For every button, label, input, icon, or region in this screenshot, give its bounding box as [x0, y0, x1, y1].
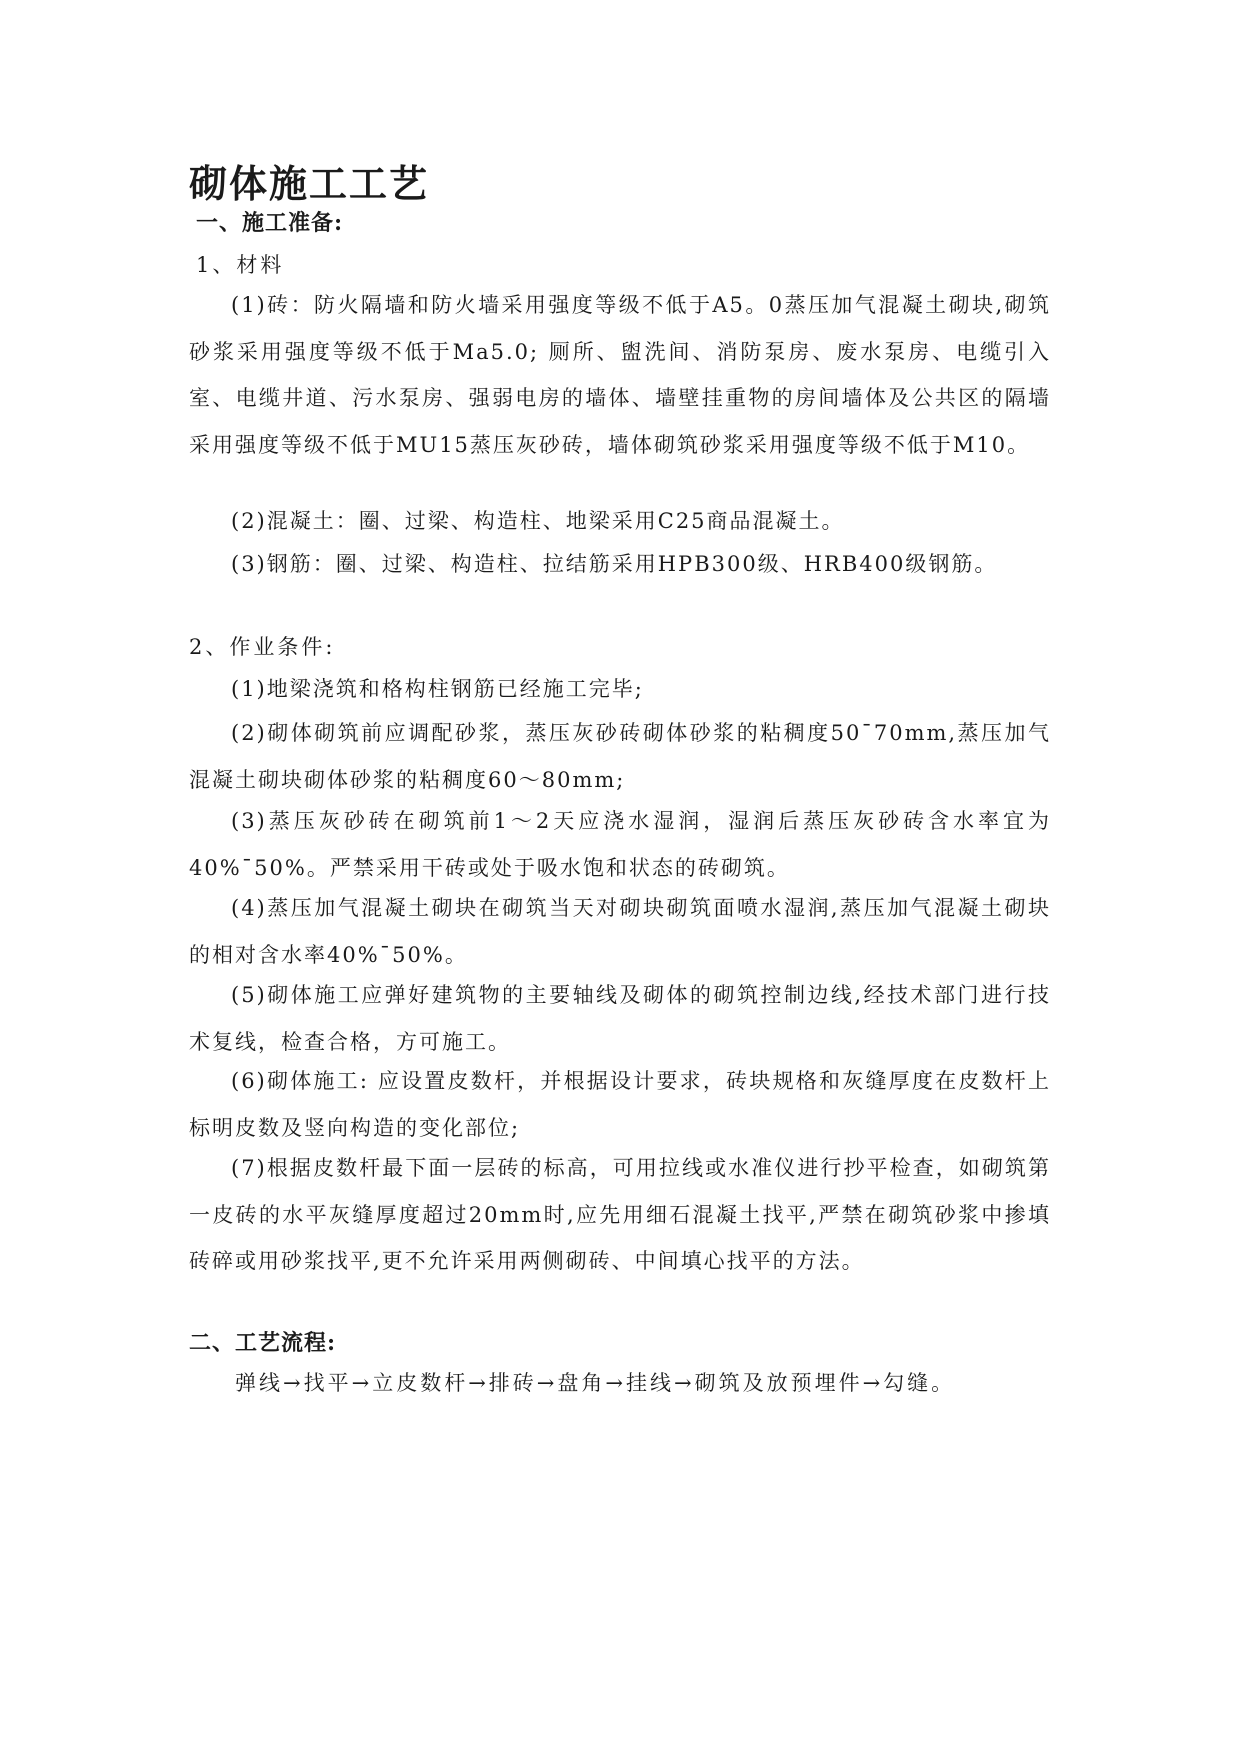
process-flow-text: 弹线→找平→立皮数杆→排砖→盘角→挂线→砌筑及放预埋件→勾缝。: [235, 1371, 956, 1395]
section-heading-process-flow: 二、工艺流程:: [189, 1330, 337, 1356]
paragraph-condition-4: (4)蒸压加气混凝土砌块在砌筑当天对砌块砌筑面喷水湿润,蒸压加气混凝土砌块的相对含水率40%¯50%。: [189, 896, 1051, 967]
subheading-materials: 1、材料: [196, 253, 285, 277]
document-title: 砌体施工工艺: [189, 161, 430, 206]
paragraph-condition-6: (6)砌体施工: 应设置皮数杆，并根据设计要求，砖块规格和灰缝厚度在皮数杆上标明皮数及竖向构造的变化部位;: [189, 1069, 1051, 1140]
paragraph-material-rebar: (3)钢筋：圈、过梁、构造柱、拉结筋采用HPB300级、HRB400级钢筋。: [231, 552, 998, 576]
paragraph-material-concrete: (2)混凝土：圈、过梁、构造柱、地梁采用C25商品混凝土。: [231, 509, 845, 533]
paragraph-condition-3: (3)蒸压灰砂砖在砌筑前1～2天应浇水湿润，湿润后蒸压灰砂砖含水率宜为40%¯50%。严禁采用干砖或处于吸水饱和状态的砖砌筑。: [189, 809, 1051, 880]
paragraph-condition-7: (7)根据皮数杆最下面一层砖的标高，可用拉线或水准仪进行抄平检查，如砌筑第一皮砖的水平灰缝厚度超过20mm时,应先用细石混凝土找平,严禁在砌筑砂浆中掺填砖碎或用砂浆找平,更不允许采用两侧砌砖、中间填心找平的方法。: [189, 1156, 1051, 1273]
paragraph-material-brick: (1)砖：防火隔墙和防火墙采用强度等级不低于A5。0蒸压加气混凝土砌块,砌筑砂浆采用强度等级不低于Ma5.0; 厕所、盥洗间、消防泵房、废水泵房、电缆引入室、电缆井道、污水泵房、强弱电房的墙体、墙壁挂重物的房间墙体及公共区的隔墙采用强度等级不低于MU15蒸压灰砂砖，墙体砌筑砂浆采用强度等级不低于M10。: [189, 293, 1051, 457]
paragraph-condition-5: (5)砌体施工应弹好建筑物的主要轴线及砌体的砌筑控制边线,经技术部门进行技术复线，检查合格，方可施工。: [189, 983, 1051, 1054]
paragraph-condition-1: (1)地梁浇筑和格构柱钢筋已经施工完毕;: [231, 677, 644, 701]
subheading-work-conditions: 2、作业条件:: [189, 635, 336, 659]
paragraph-condition-2: (2)砌体砌筑前应调配砂浆，蒸压灰砂砖砌体砂浆的粘稠度50¯70mm,蒸压加气混凝土砌块砌体砂浆的粘稠度60～80mm;: [189, 721, 1051, 792]
section-heading-preparation: 一、施工准备:: [196, 210, 344, 236]
